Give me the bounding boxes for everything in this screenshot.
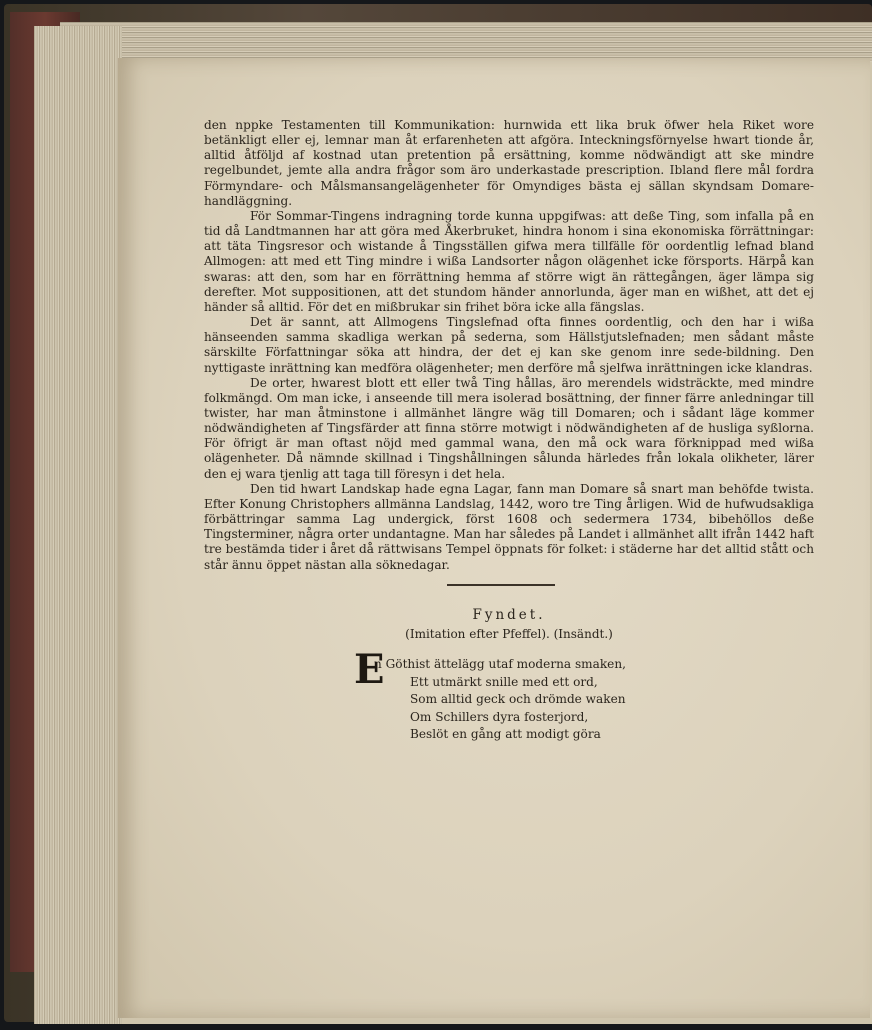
poem-line: Ett utmärkt snille med ett ord, <box>410 674 598 689</box>
poem-subtitle: (Imitation efter Pfeffel). (Insändt.) <box>405 626 613 641</box>
section-divider <box>447 584 555 586</box>
poem-line-1: n Göthist ättelägg utaf moderna smaken, <box>374 657 626 671</box>
poem-line: Som alltid geck och drömde waken <box>410 692 626 707</box>
poem-dropcap: E <box>354 646 385 693</box>
paragraph-5: Den tid hwart Landskap hade egna Lagar, fann man Domare så snart man behöfde twista. Efter Konung Christophers allmänna Landslag, 1442, woro tre Ting årligen. Wid de hufwudsakliga förbättringar samma Lag undergick, först 1608 och sedermera 1734, bibehöllos deße Tingsterminer, några orter undantagne. Man har således på Landet i allmänhet allt ifrån 1442 haft tre bestämda tider i året då rättwisans Tempel öppnats för folket: i städerne har det alltid stått och står ännu öppet nästan alla söknedagar. <box>204 481 814 572</box>
page-edges-top <box>60 22 872 62</box>
paragraph-2: För Sommar-Tingens indragning torde kunna uppgifwas: att deße Ting, som infalla på en tid då Landtmannen har att göra med Åkerbruket, hindra honom i sina ekonomiska förrättningar: att täta Tingsresor och wistande å Tingsställen gifwa mera tillfälle för oordentlig lefnad bland Allmogen: att med ett Ting mindre i wißa Landsorter någon olägenhet icke försports. Härpå kan swaras: att den, som har en förrättning hemma af större wigt än rättegången, äger lämpa sig derefter. Mot suppositionen, att det stundom händer annorlunda, äger man en wißhet, att det ej händer så alltid. För det en mißbrukar sin frihet böra icke alla fängslas. <box>204 208 814 314</box>
poem-line: Om Schillers dyra fosterjord, <box>410 709 589 724</box>
page-text <box>204 118 814 744</box>
poem <box>204 646 814 744</box>
paragraph-3: Det är sannt, att Allmogens Tingslefnad ofta finnes oordentlig, och den har i wißa hänseenden samma skadliga werkan på sederna, som Hällstjutslefnaden; men sådant måste särskilte Författningar söka att hindra, der det ej kan ske genom inre sede-bildning. Den nyttigaste inrättning kan medföra olägenheter; men derföre må sjelfwa inrättningen icke klandras. <box>204 315 814 375</box>
paragraph-1: den nppke Testamenten till Kommunikation: hurnwida ett lika bruk öfwer hela Riket wore betänkligt eller ej, lemnar man åt erfarenheten att afgöra. Inteckningsförnyelse hwart tionde år, alltid åtföljd af kostnad utan pretention på ersättning, komme nödwändigt att ske mindre regelbundet, jemte alla andra frågor som äro underkastade prescription. Ibland flere mål fordra Förmyndare- och Målsmansangelägenheter för Omyndiges bästa ej sällan skyndsam Domare-handläggning. <box>204 118 814 208</box>
paragraph-4: De orter, hwarest blott ett eller twå Ting hållas, äro merendels widsträckte, med mindre folkmängd. Om man icke, i anseende till mera isolerad bosättning, der finner färre anledningar till twister, har man åtminstone i allmänhet längre wäg till Domaren; och i sådant läge kommer nödwändigheten af Tingsfärder att finna större motwigt i nödwändigheten af de husliga syßlorna. För öfrigt är man oftast nöjd med gammal wana, den må ock wara förknippad med wißa olägenheter. Då nämnde skillnad i Tingshållningen sålunda härledes från lokala olikheter, lärer den ej wara tjenlig att taga till föresyn i det hela. <box>204 375 814 481</box>
page-edges-side <box>34 26 122 1024</box>
poem-line: Beslöt en gång att modigt göra <box>410 727 601 742</box>
poem-title: Fyndet. <box>472 606 546 623</box>
